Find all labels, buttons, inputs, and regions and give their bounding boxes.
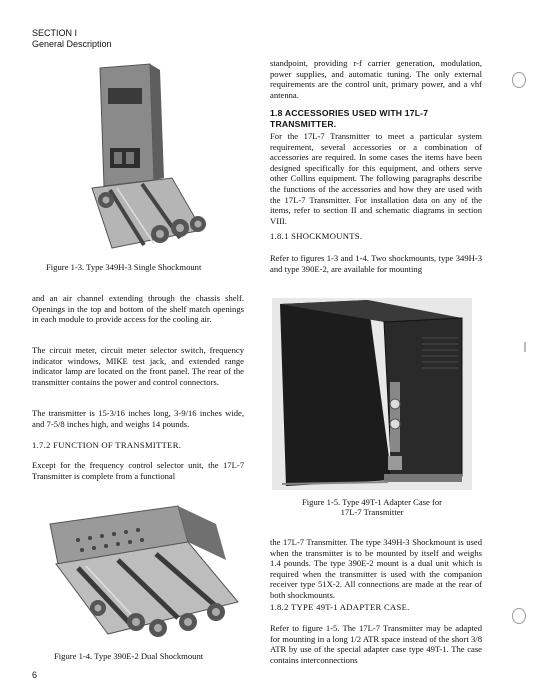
figure-1-3-caption: Figure 1-3. Type 349H-3 Single Shockmount bbox=[46, 262, 202, 272]
punch-hole-bottom bbox=[512, 608, 526, 624]
punch-hole-top bbox=[512, 72, 526, 88]
section-label: SECTION I bbox=[32, 28, 78, 38]
figure-1-5-caption-line-1: Figure 1-5. Type 49T-1 Adapter Case for bbox=[302, 497, 442, 507]
heading-1-8-1: 1.8.1 SHOCKMOUNTS. bbox=[270, 231, 363, 241]
figure-1-4-caption: Figure 1-4. Type 390E-2 Dual Shockmount bbox=[54, 651, 204, 661]
right-paragraph-3: Refer to figures 1-3 and 1-4. Two shockmounts, type 349H-3 and type 390E-2, are available for mounting bbox=[270, 253, 482, 274]
heading-1-8-2: 1.8.2 TYPE 49T-1 ADAPTER CASE. bbox=[270, 602, 410, 612]
heading-1-7-2: 1.7.2 FUNCTION OF TRANSMITTER. bbox=[32, 440, 182, 450]
right-paragraph-5: Refer to figure 1-5. The 17L-7 Transmitter may be adapted for mounting in a long 1/2 ATR space instead of the short 3/8 ATR by use of the special adapter case type 49T-1. The case contains interconnections bbox=[270, 623, 482, 665]
punch-mark-middle bbox=[524, 342, 526, 352]
figure-1-5-caption-line-2: 17L-7 Transmitter bbox=[340, 507, 404, 517]
left-paragraph-2: The circuit meter, circuit meter selector switch, frequency indicator windows, MIKE test jack, and extended range indicator lamp are located on the front panel. The rear of the transmitter contains the power and control connectors. bbox=[32, 345, 244, 387]
figure-1-4-photo bbox=[38, 502, 248, 644]
figure-1-5-photo bbox=[272, 298, 472, 490]
page-number: 6 bbox=[32, 670, 38, 680]
right-paragraph-1: standpoint, providing r-f carrier generation, modulation, power supplies, and automatic tuning. The only external requirements are the control unit, primary power, and a vhf antenna. bbox=[270, 58, 482, 100]
left-paragraph-3: The transmitter is 15-3/16 inches long, 3-9/16 inches wide, and 7-5/8 inches high, and weighs 14 pounds. bbox=[32, 408, 244, 429]
left-paragraph-4: Except for the frequency control selector unit, the 17L-7 Transmitter is complete from a functional bbox=[32, 460, 244, 481]
right-paragraph-2: For the 17L-7 Transmitter to meet a particular system requirement, several accessories or a combination of accessories are required. In some cases the items have been designed specifically for this equipment, and others serve other Collins equipment. The following paragraphs describe the functions of the accessories and how they are used with the 17L-7 Transmitter. For installation data on any of the items, refer to section II and schematic diagrams in section VIII. bbox=[270, 131, 482, 226]
figure-1-3-photo bbox=[62, 60, 222, 258]
left-paragraph-1: and an air channel extending through the chassis shelf. Openings in the top and bottom of the shelf match openings in each module to provide access for the cooling air. bbox=[32, 293, 244, 325]
section-title: General Description bbox=[32, 39, 112, 49]
right-paragraph-4: the 17L-7 Transmitter. The type 349H-3 Shockmount is used when the transmitter is to be mounted by itself and weighs 1.4 pounds. The type 390E-2 mount is a dual unit which is required when the transmitter is used with the companion receiver type 51X-2. All connections are made at the rear of both shockmounts. bbox=[270, 537, 482, 600]
heading-1-8: 1.8 ACCESSORIES USED WITH 17L-7 TRANSMITTER. bbox=[270, 108, 429, 129]
